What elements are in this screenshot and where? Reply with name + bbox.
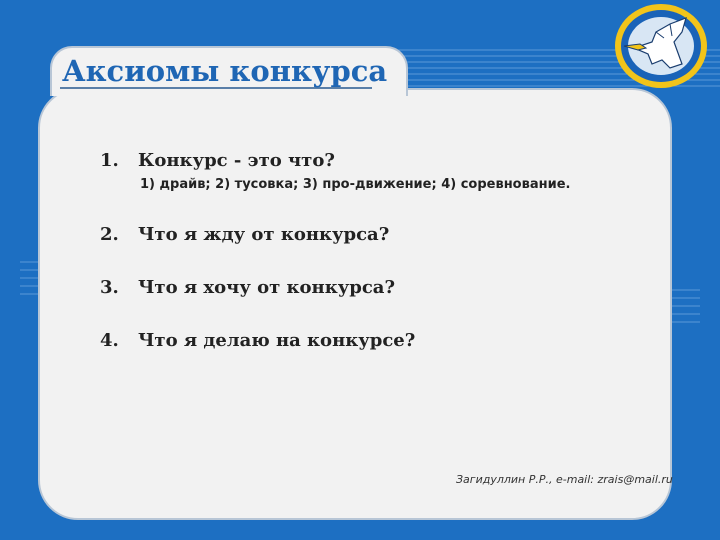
list-item-text: Что я жду от конкурса? [138, 224, 390, 245]
list-item-number: 2. [100, 224, 119, 245]
pelican-emblem-icon [612, 2, 710, 90]
list-item-text: Что я хочу от конкурса? [138, 277, 396, 298]
list-item-4 [100, 330, 415, 351]
author-footer: Загидуллин Р.Р., e-mail: zrais@mail.ru [456, 473, 673, 486]
list-item-text: Что я делаю на конкурсе? [138, 330, 416, 351]
list-item-number: 4. [100, 330, 119, 351]
list-item-3 [100, 277, 395, 298]
list-item-text: Конкурс - это что? [138, 150, 335, 171]
list-item-2 [100, 224, 389, 245]
list-item-1 [100, 150, 335, 171]
slide-title: Аксиомы конкурса [62, 54, 388, 88]
list-item-1-detail: 1) драйв; 2) тусовка; 3) про-движение; 4) соревнование. [140, 177, 571, 192]
list-item-number: 3. [100, 277, 119, 298]
list-item-number: 1. [100, 150, 119, 171]
